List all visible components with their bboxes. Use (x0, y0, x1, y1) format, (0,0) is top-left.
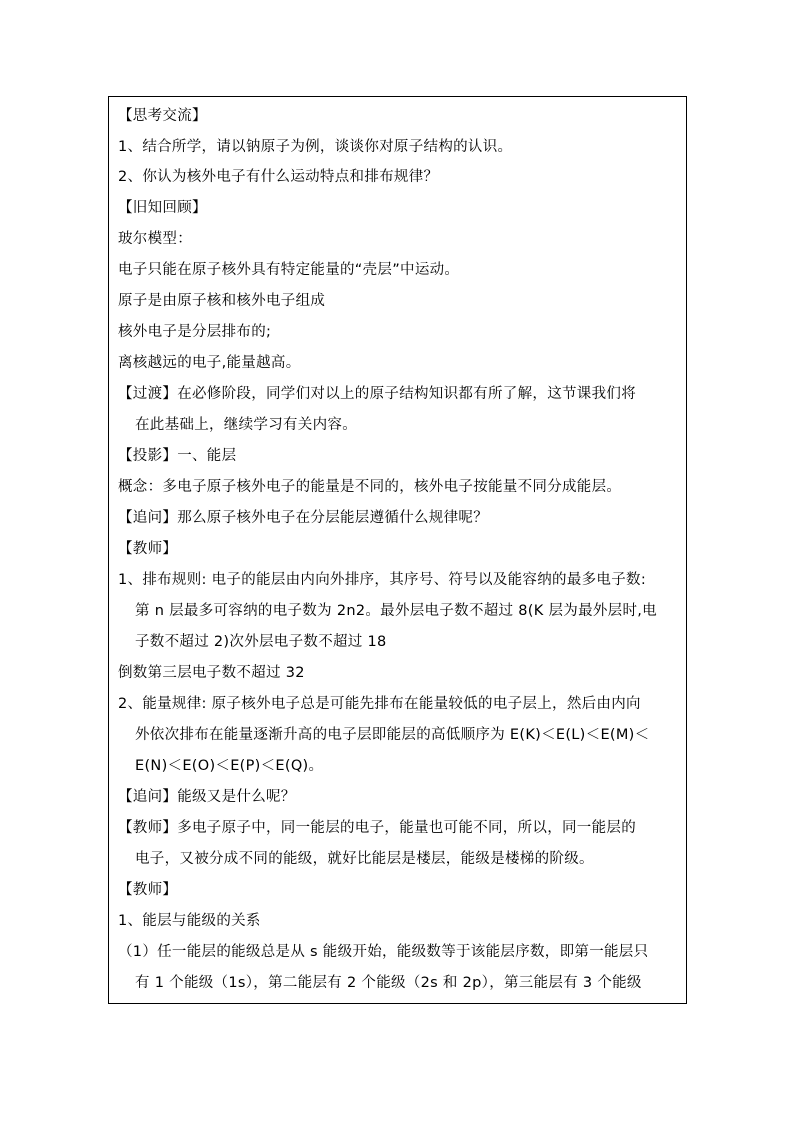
text-line-transition-cont: 在此基础上，继续学习有关内容。 (135, 417, 357, 433)
text-line-rule-1-cont-a: 第 n 层最多可容纳的电子数为 2n2。最外层电子数不超过 8(K 层为最外层时,电 (135, 603, 657, 619)
text-line-rule-1-cont-b: 子数不超过 2)次外层电子数不超过 18 (135, 634, 387, 650)
text-line-relation-heading: 1、能层与能级的关系 (118, 913, 261, 929)
text-line-teacher-explain: 【教师】多电子原子中，同一能层的电子，能量也可能不同，所以，同一能层的 (118, 820, 636, 836)
lesson-plan-box (108, 96, 687, 1004)
text-line-relation-1: （1）任一能层的能级总是从 s 能级开始，能级数等于该能层序数，即第一能层只 (118, 944, 649, 960)
section-heading-thinking: 【思考交流】 (118, 108, 207, 124)
text-line-projection: 【投影】一、能层 (118, 448, 237, 464)
text-line-followup-2: 【追问】能级又是什么呢？ (118, 789, 296, 805)
text-line-energy-distance: 离核越远的电子,能量越高。 (118, 355, 301, 371)
text-line-concept: 概念：多电子原子核外电子的能量是不同的，核外电子按能量不同分成能层。 (118, 479, 622, 495)
text-line-rule-2-cont-a: 外依次排布在能量逐渐升高的电子层即能层的高低顺序为 E(K)＜E(L)＜E(M)＜ (135, 727, 650, 743)
text-line-rule-2-cont-b: E(N)＜E(O)＜E(P)＜E(Q)。 (135, 758, 324, 774)
question-line-1: 1、结合所学，请以钠原子为例，谈谈你对原子结构的认识。 (118, 139, 513, 155)
section-heading-teacher-2: 【教师】 (118, 882, 178, 898)
text-line-layered: 核外电子是分层排布的; (118, 324, 272, 340)
text-line-shell-motion: 电子只能在原子核外具有特定能量的“壳层”中运动。 (118, 262, 460, 278)
text-line-teacher-explain-cont: 电子，又被分成不同的能级，就好比能层是楼层，能级是楼梯的阶级。 (135, 851, 594, 867)
text-line-followup-1: 【追问】那么原子核外电子在分层能层遵循什么规律呢？ (118, 510, 488, 526)
question-line-2: 2、你认为核外电子有什么运动特点和排布规律？ (118, 169, 439, 185)
text-line-rule-1: 1、排布规则: 电子的能层由内向外排序，其序号、符号以及能容纳的最多电子数: (118, 572, 647, 588)
text-line-atom-composition: 原子是由原子核和核外电子组成 (118, 293, 326, 309)
text-line-rule-2: 2、能量规律: 原子核外电子总是可能先排布在能量较低的电子层上，然后由内向 (118, 696, 641, 712)
section-heading-review: 【旧知回顾】 (118, 200, 207, 216)
text-line-third-last: 倒数第三层电子数不超过 32 (118, 665, 305, 681)
section-heading-teacher-1: 【教师】 (118, 541, 178, 557)
text-line-bohr-model: 玻尔模型： (118, 231, 192, 247)
text-line-relation-1-cont: 有 1 个能级（1s），第二能层有 2 个能级（2s 和 2p），第三能层有 3 个能级 (135, 975, 642, 991)
text-line-transition: 【过渡】在必修阶段，同学们对以上的原子结构知识都有所了解，这节课我们将 (118, 386, 636, 402)
